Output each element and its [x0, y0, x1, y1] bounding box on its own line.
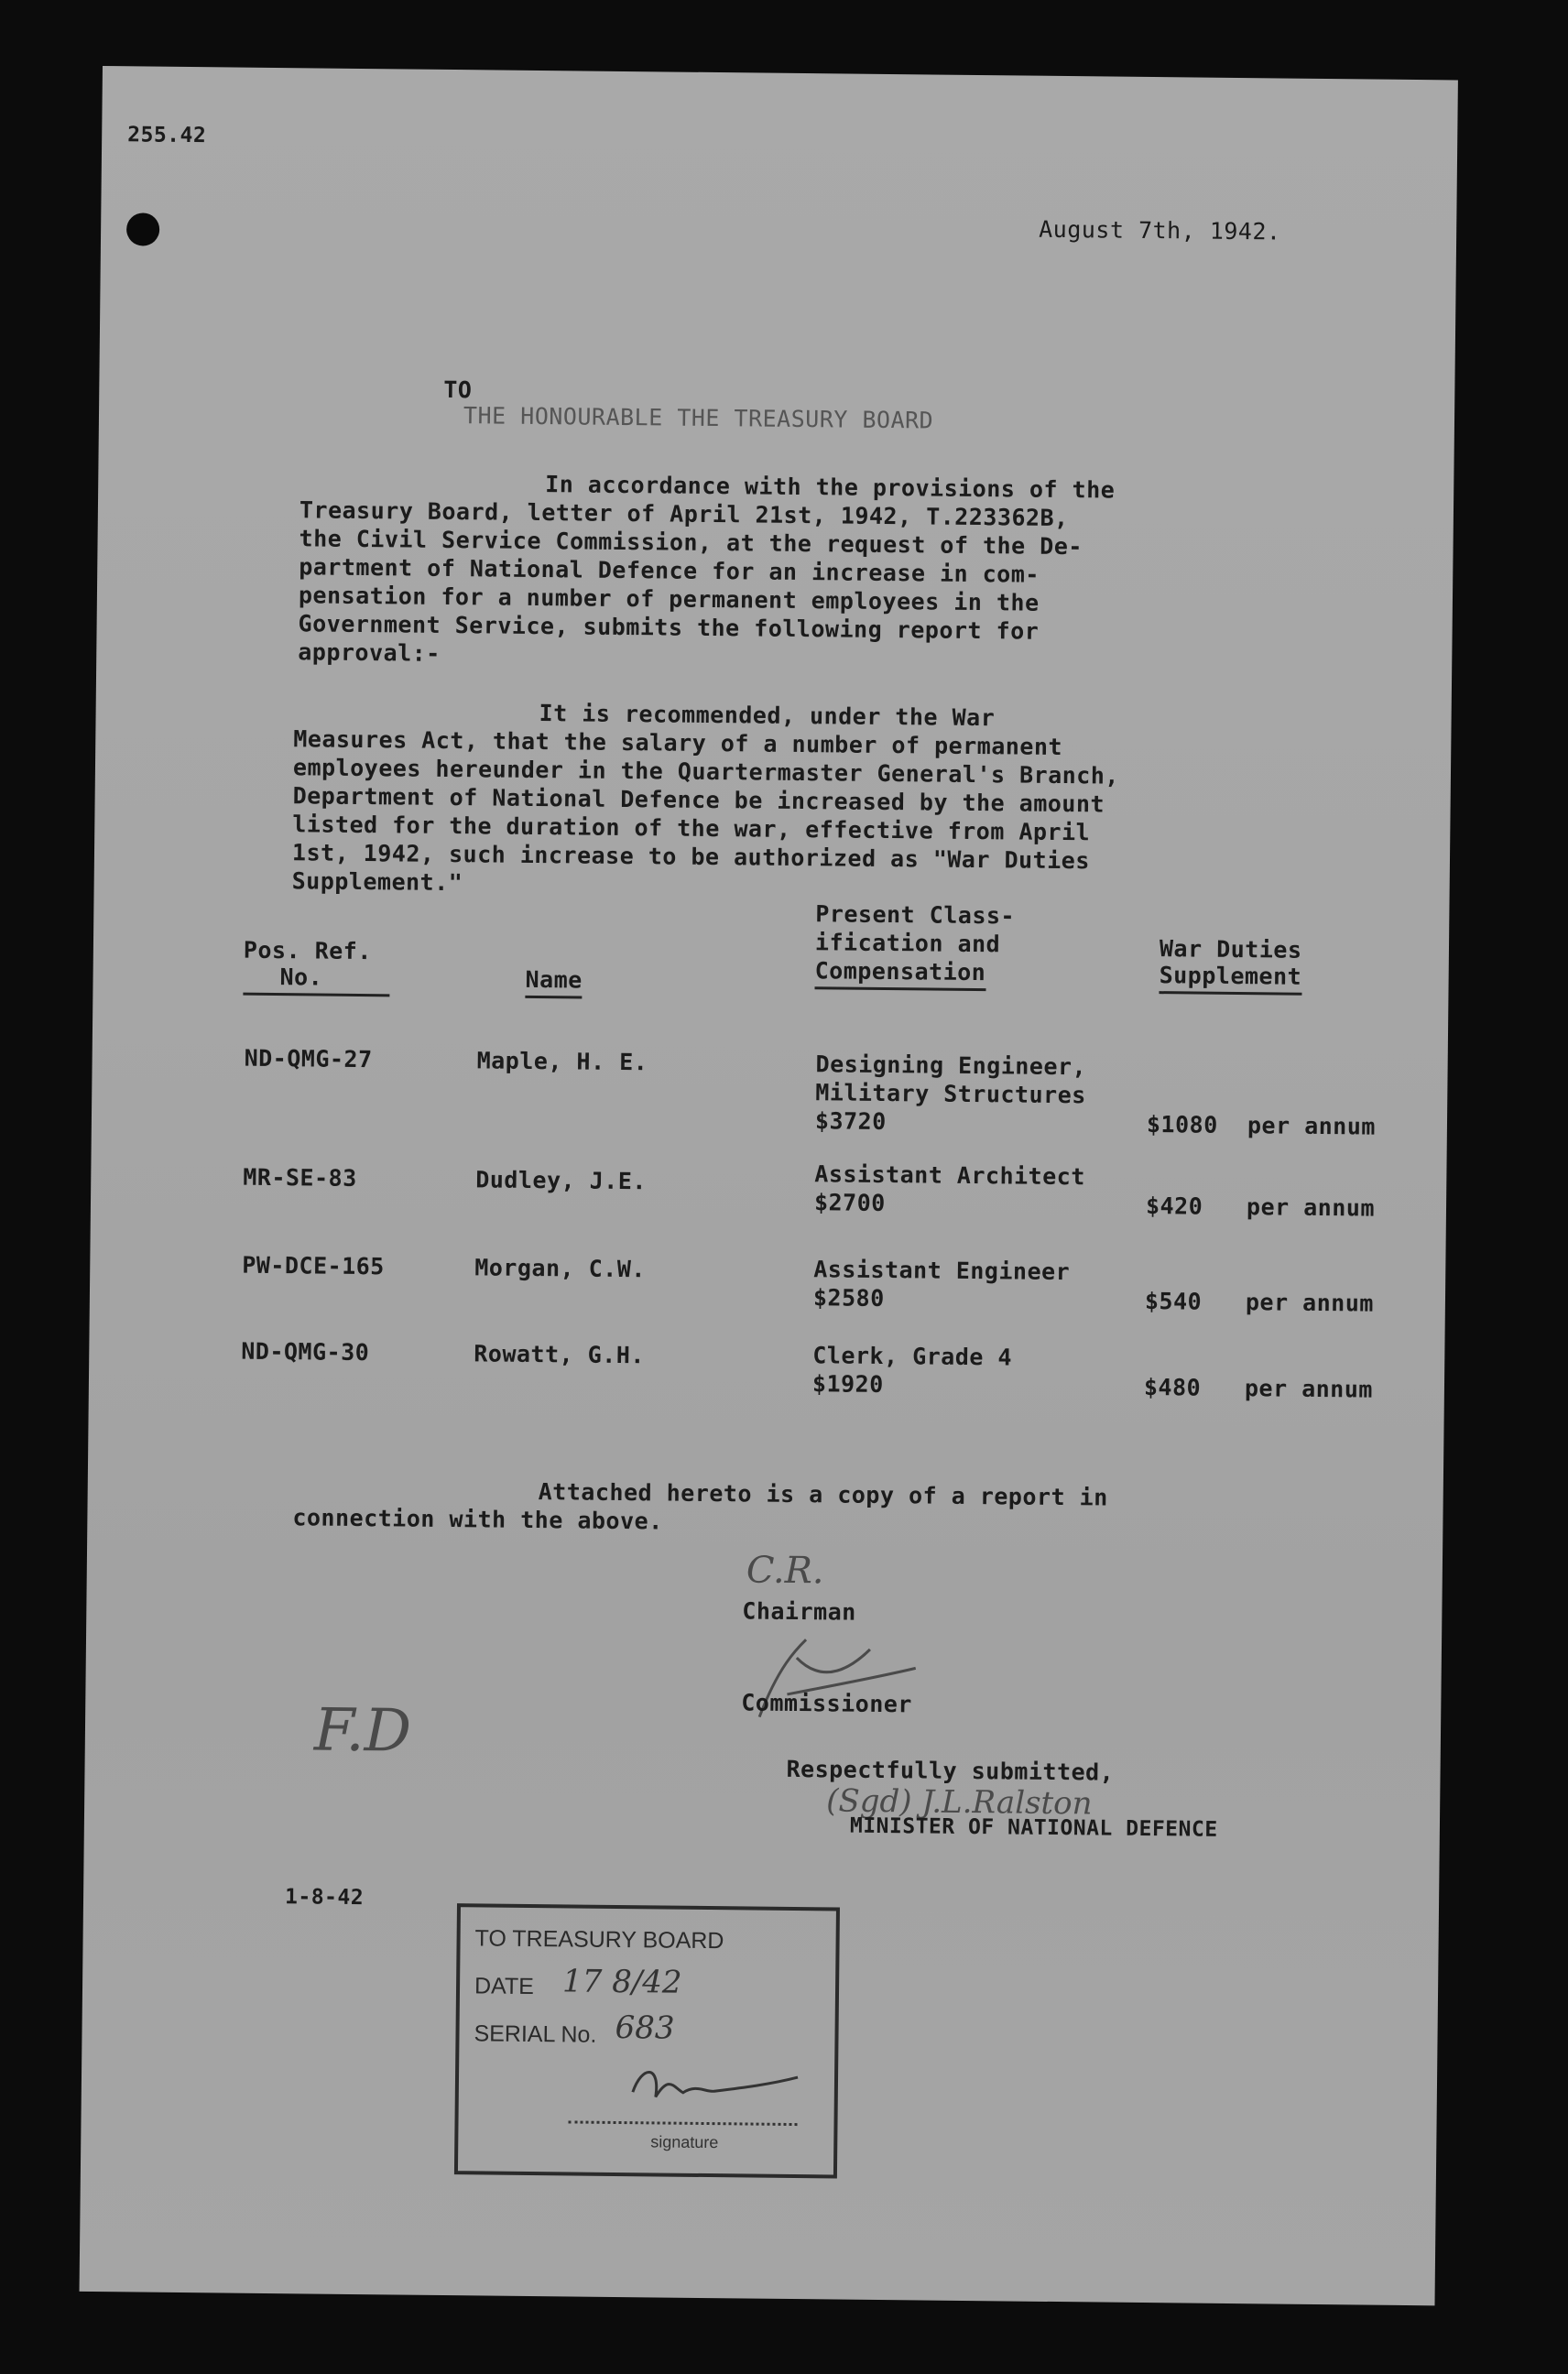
stamp-signature-label: signature	[650, 2132, 719, 2152]
respectfully-submitted: Respectfully submitted,	[786, 1755, 1115, 1786]
header-supp-1: War Duties	[1159, 935, 1302, 964]
row-compensation: $2580	[812, 1284, 885, 1312]
addressee: THE HONOURABLE THE TREASURY BOARD	[463, 402, 934, 434]
para1-line: Treasury Board, letter of April 21st, 1942, T.223362B,	[299, 496, 1069, 532]
row-amount: $420	[1145, 1192, 1203, 1220]
header-supp-2: Supplement	[1159, 961, 1301, 996]
chairman-title: Chairman	[742, 1597, 856, 1626]
row-period: per annum	[1245, 1289, 1375, 1317]
to-label: TO	[443, 376, 473, 404]
para2-line: 1st, 1942, such increase to be authorized as "War Duties	[291, 839, 1090, 875]
header-class-1: Present Class-	[815, 900, 1016, 930]
chairman-initials: C.R.	[746, 1549, 824, 1593]
row-name: Maple, H. E.	[476, 1047, 648, 1076]
para1-line: Government Service, submits the following report for	[298, 610, 1040, 645]
para1-line: approval:-	[298, 638, 441, 667]
row-class: Military Structures	[815, 1079, 1086, 1109]
minister-signature: (Sgd) J.L.Ralston	[825, 1782, 1093, 1823]
stamp-signature-scribble	[624, 2055, 808, 2121]
row-ref: MR-SE-83	[243, 1163, 357, 1192]
minister-title: MINISTER OF NATIONAL DEFENCE	[849, 1813, 1218, 1842]
file-date: 1-8-42	[284, 1885, 365, 1911]
row-period: per annum	[1247, 1112, 1377, 1140]
para1-line: the Civil Service Commission, at the request of the De-	[299, 525, 1083, 561]
header-pos-no: No.	[243, 963, 389, 997]
file-reference: 255.42	[127, 123, 207, 148]
handwritten-initials: F.D	[313, 1696, 412, 1766]
stamp-date-label: DATE	[474, 1973, 535, 2000]
row-amount: $540	[1144, 1287, 1203, 1315]
letter-date: August 7th, 1942.	[1039, 215, 1281, 245]
row-compensation: $2700	[813, 1189, 886, 1217]
para2-line: employees hereunder in the Quartermaster General's Branch,	[292, 754, 1120, 790]
para1-line: partment of National Defence for an increase in com-	[299, 553, 1040, 588]
row-period: per annum	[1246, 1193, 1376, 1222]
stamp-date-value: 17 8/42	[561, 1963, 682, 2001]
treasury-board-stamp	[454, 1903, 840, 2178]
para2-line: It is recommended, under the War	[539, 700, 996, 732]
stamp-serial-value: 683	[615, 2009, 675, 2047]
row-ref: ND-QMG-27	[244, 1044, 373, 1073]
punch-hole	[126, 212, 159, 245]
row-name: Morgan, C.W.	[474, 1254, 647, 1283]
stamp-title: TO TREASURY BOARD	[474, 1925, 724, 1955]
row-amount: $1080	[1146, 1111, 1218, 1138]
header-class-3: Compensation	[814, 956, 985, 991]
attached-line: Attached hereto is a copy of a report in	[538, 1478, 1108, 1511]
para2-line: listed for the duration of the war, effective from April	[292, 811, 1091, 846]
para1-line: pensation for a number of permanent employees in the	[298, 582, 1040, 616]
row-ref: PW-DCE-165	[242, 1251, 385, 1280]
row-name: Dudley, J.E.	[475, 1166, 648, 1195]
para2-line: Supplement."	[291, 867, 463, 897]
header-class-2: ification and	[814, 929, 1001, 958]
header-pos-ref: Pos. Ref.	[243, 936, 373, 965]
para2-line: Department of National Defence be increased by the amount	[292, 782, 1105, 818]
para2-line: Measures Act, that the salary of a number of permanent	[293, 725, 1063, 761]
row-class: Designing Engineer,	[815, 1051, 1087, 1081]
row-name: Rowatt, G.H.	[474, 1340, 646, 1369]
header-name: Name	[525, 965, 583, 999]
row-class: Assistant Architect	[814, 1160, 1085, 1191]
attached-line: connection with the above.	[292, 1504, 663, 1535]
row-period: per annum	[1244, 1375, 1374, 1403]
row-amount: $480	[1143, 1373, 1202, 1401]
row-class: Assistant Engineer	[813, 1256, 1071, 1286]
commissioner-title: Commissioner	[741, 1689, 913, 1718]
row-compensation: $1920	[811, 1370, 884, 1399]
row-class: Clerk, Grade 4	[812, 1342, 1013, 1371]
row-ref: ND-QMG-30	[241, 1337, 370, 1367]
document-page	[80, 66, 1458, 2305]
row-compensation: $3720	[814, 1107, 887, 1136]
stamp-serial-label: SERIAL No.	[474, 2020, 597, 2048]
para1-line: In accordance with the provisions of the	[545, 471, 1116, 504]
stamp-signature-line	[569, 2120, 798, 2126]
